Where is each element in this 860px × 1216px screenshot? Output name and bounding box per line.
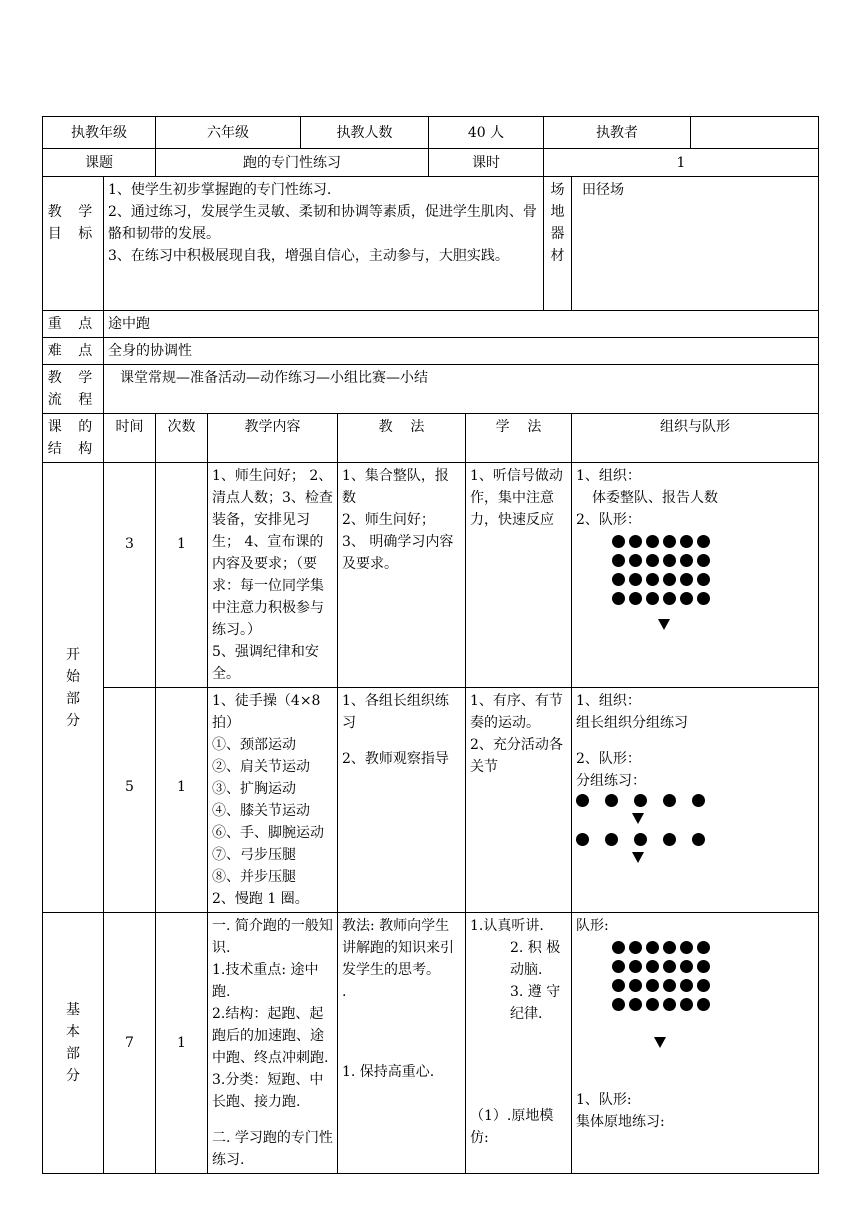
start-section-label: 开 始 部 分 xyxy=(43,463,104,913)
start-time-1: 3 xyxy=(104,463,156,688)
content-header: 教学内容 xyxy=(208,414,338,463)
basic-times: 1 xyxy=(156,913,208,1174)
difficulty-value: 全身的协调性 xyxy=(104,338,819,365)
teacher-label: 执教者 xyxy=(544,117,691,149)
goal-item: 1、使学生初步掌握跑的专门性练习. xyxy=(108,182,332,198)
flow-value: 课堂常规—准备活动—动作练习—小组比赛—小结 xyxy=(104,365,819,414)
start-content-1: 1、师生问好； 2、清点人数；3、检查装备，安排见习生； 4、宣布课的内容及要求；（要求：每一位同学集中注意力积极参与练习。） 5、强调纪律和安全。 xyxy=(208,463,338,688)
grade-label: 执教年级 xyxy=(43,117,156,149)
group-marker-icon xyxy=(632,848,814,870)
difficulty-label: 难 点 xyxy=(43,338,104,365)
venue-label: 场 地 器 材 xyxy=(544,177,572,311)
teacher-value xyxy=(691,117,819,149)
flow-label: 教 学 流 程 xyxy=(43,365,104,414)
formation-dots xyxy=(612,941,814,1011)
teacher-marker-icon xyxy=(654,1033,814,1055)
group-marker-icon xyxy=(632,809,814,831)
start-learning-2: 1、有序、有节奏的运动。 2、充分活动各关节 xyxy=(466,688,572,913)
group-dots-row xyxy=(576,794,814,807)
group-dots-row xyxy=(576,833,814,846)
basic-time: 7 xyxy=(104,913,156,1174)
start-content-2: 1、徒手操（4×8 拍） ①、颈部运动 ②、肩关节运动 ③、扩胸运动 ④、膝关节运动 ⑥、手、脚腕运动 ⑦、弓步压腿 ⑧、并步压腿 2、慢跑 1 圈。 xyxy=(208,688,338,913)
lesson-plan-table xyxy=(42,116,819,1174)
topic-label: 课题 xyxy=(43,149,156,177)
count-label: 执教人数 xyxy=(301,117,429,149)
start-time-2: 5 xyxy=(104,688,156,913)
topic-value: 跑的专门性练习 xyxy=(156,149,429,177)
goals-label: 教 学 目 标 xyxy=(43,177,104,311)
goals-content xyxy=(104,177,544,311)
basic-teaching: 教法: 教师向学生讲解跑的知识来引发学生的思考。 . 1. 保持高重心. xyxy=(338,913,466,1174)
key-point-value: 途中跑 xyxy=(104,311,819,338)
organization-header: 组织与队形 xyxy=(572,414,819,463)
start-learning-1: 1、听信号做动作，集中注意力，快速反应 xyxy=(466,463,572,688)
goal-item: 3、在练习中积极展现自我，增强自信心，主动参与，大胆实践。 xyxy=(108,248,509,264)
teacher-marker-icon xyxy=(658,615,814,637)
structure-header: 课 的 结 构 xyxy=(43,414,104,463)
teaching-header: 教 法 xyxy=(338,414,466,463)
period-value: 1 xyxy=(544,149,819,177)
time-header: 时间 xyxy=(104,414,156,463)
learning-header: 学 法 xyxy=(466,414,572,463)
basic-org: 队形: 1、队形: 集体原地练习: xyxy=(572,913,819,1174)
goal-item: 2、通过练习，发展学生灵敏、柔韧和协调等素质，促进学生肌肉、骨骼和韧带的发展。 xyxy=(108,204,537,242)
lesson-plan xyxy=(42,116,818,1174)
start-org-2: 1、组织： 组长组织分组练习 2、队形： 分组练习： xyxy=(572,688,819,913)
start-org-1: 1、组织： 体委整队、报告人数 2、队形： xyxy=(572,463,819,688)
basic-learning: 1.认真听讲. 2. 积 极动脑. 3. 遵 守纪律. （1）.原地模仿: xyxy=(466,913,572,1174)
start-times-2: 1 xyxy=(156,688,208,913)
start-times-1: 1 xyxy=(156,463,208,688)
start-teaching-1: 1、集合整队，报数 2、师生问好； 3、 明确学习内容及要求。 xyxy=(338,463,466,688)
start-teaching-2: 1、各组长组织练习 2、教师观察指导 xyxy=(338,688,466,913)
key-point-label: 重 点 xyxy=(43,311,104,338)
formation-dots xyxy=(612,535,814,605)
count-value: 40 人 xyxy=(429,117,544,149)
basic-content: 一. 简介跑的一般知识. 1.技术重点: 途中跑. 2.结构：起跑、起跑后的加速跑、途中跑、终点冲刺跑. 3.分类：短跑、中长跑、接力跑. 二. 学习跑的专门性练习. xyxy=(208,913,338,1174)
times-header: 次数 xyxy=(156,414,208,463)
venue-value: 田径场 xyxy=(572,177,819,311)
period-label: 课时 xyxy=(429,149,544,177)
grade-value: 六年级 xyxy=(156,117,301,149)
basic-section-label: 基 本 部 分 xyxy=(43,913,104,1174)
